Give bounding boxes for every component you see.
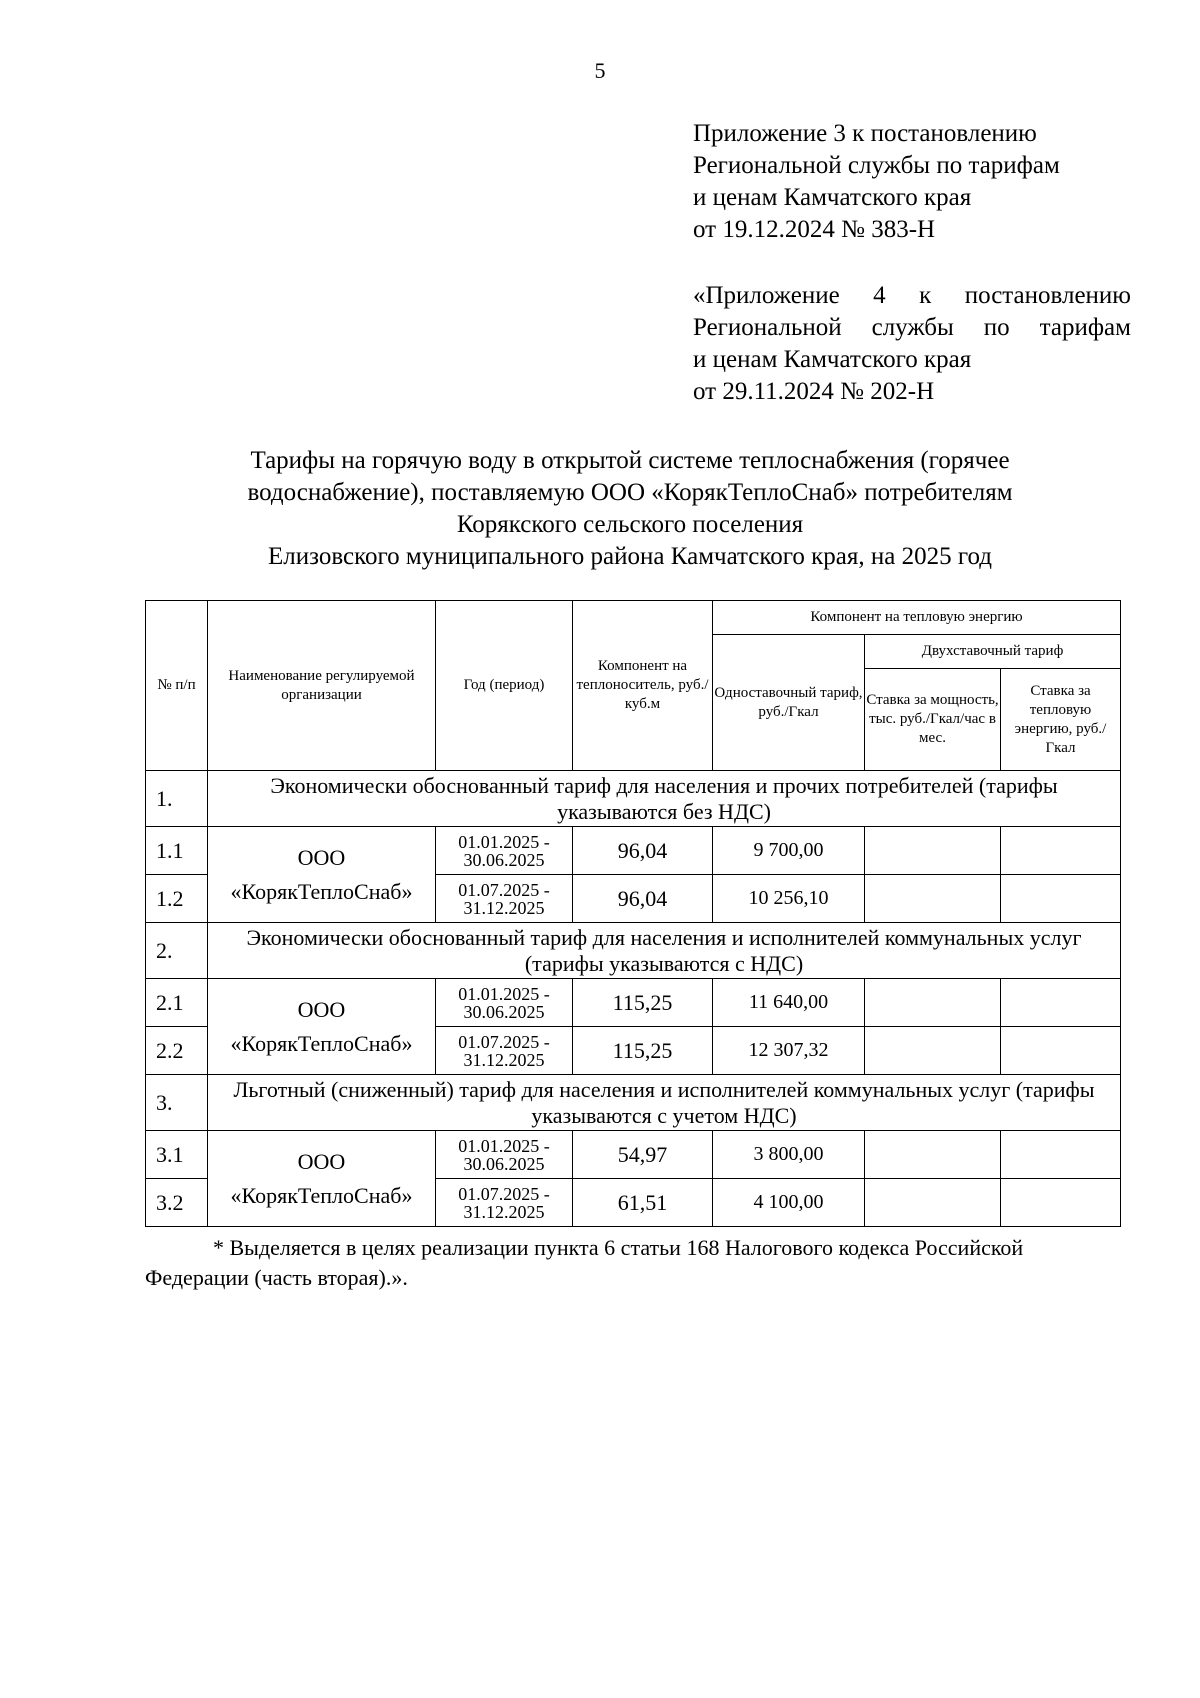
energy-rate-value xyxy=(1001,1179,1121,1227)
organization-name xyxy=(208,979,436,1075)
energy-rate-value xyxy=(1001,875,1121,923)
header-capacity-rate: Ставка за мощность, тыс. руб./Гкал/час в мес. xyxy=(865,669,1001,771)
header-two-rate: Двухставочный тариф xyxy=(865,635,1121,669)
section-num: 2. xyxy=(146,923,208,979)
period-start: 01.01.2025 - xyxy=(458,1135,550,1156)
appendix-line: Приложение 3 к постановлению xyxy=(693,120,1037,147)
period-end: 31.12.2025 xyxy=(463,1201,545,1222)
period-end: 30.06.2025 xyxy=(463,1153,545,1174)
energy-rate-value xyxy=(1001,1131,1121,1179)
period-end: 31.12.2025 xyxy=(463,1049,545,1070)
energy-rate-value xyxy=(1001,979,1121,1027)
title-line: Елизовского муниципального района Камчатского края, на 2025 год xyxy=(268,543,992,570)
carrier-value: 96,04 xyxy=(573,827,713,875)
word: службы xyxy=(871,314,954,341)
appendix-line: от 19.12.2024 № 383-Н xyxy=(693,216,936,243)
footnote-line: * Выделяется в целях реализации пункта 6 статьи 168 Налогового кодекса Российской xyxy=(213,1235,1024,1260)
period-cell xyxy=(436,875,573,923)
row-num: 1.1 xyxy=(146,827,208,875)
appendix-line xyxy=(693,280,1131,312)
org-line: ООО xyxy=(297,1148,346,1174)
document-title xyxy=(130,445,1130,573)
period-end: 30.06.2025 xyxy=(463,1001,545,1022)
amended-appendix-reference xyxy=(693,280,1131,408)
row-num: 2.1 xyxy=(146,979,208,1027)
footnote-line: Федерации (часть вторая).». xyxy=(145,1265,408,1290)
period-cell xyxy=(436,1131,573,1179)
period-cell xyxy=(436,1179,573,1227)
table-row xyxy=(146,1131,1121,1179)
word: тарифам xyxy=(1039,314,1131,341)
title-line: Тарифы на горячую воду в открытой системе теплоснабжения (горячее xyxy=(250,447,1010,474)
carrier-value: 61,51 xyxy=(573,1179,713,1227)
tariff-table xyxy=(145,600,1121,1227)
section-title: Экономически обоснованный тариф для населения и исполнителей коммунальных услуг (тарифы указываются с НДС) xyxy=(208,923,1121,979)
row-num: 3.2 xyxy=(146,1179,208,1227)
section-title: Льготный (сниженный) тариф для населения и исполнителей коммунальных услуг (тарифы указываются с учетом НДС) xyxy=(208,1075,1121,1131)
single-rate-value: 10 256,10 xyxy=(713,875,865,923)
capacity-value xyxy=(865,1131,1001,1179)
section-num: 3. xyxy=(146,1075,208,1131)
period-cell xyxy=(436,1027,573,1075)
energy-rate-value xyxy=(1001,827,1121,875)
word: Региональной xyxy=(693,314,842,341)
header-carrier-component: Компонент на теплоноситель, руб./куб.м xyxy=(573,601,713,771)
section-num: 1. xyxy=(146,771,208,827)
single-rate-value: 11 640,00 xyxy=(713,979,865,1027)
appendix-reference xyxy=(693,118,1131,246)
org-line: «КорякТеплоСнаб» xyxy=(230,1030,413,1056)
section-row xyxy=(146,771,1121,827)
org-line: ООО xyxy=(297,844,346,870)
header-organization: Наименование регулируемой организации xyxy=(208,601,436,771)
table-row xyxy=(146,979,1121,1027)
organization-name xyxy=(208,827,436,923)
org-line: «КорякТеплоСнаб» xyxy=(230,878,413,904)
carrier-value: 54,97 xyxy=(573,1131,713,1179)
table-row xyxy=(146,827,1121,875)
word: по xyxy=(983,314,1010,341)
capacity-value xyxy=(865,827,1001,875)
single-rate-value: 12 307,32 xyxy=(713,1027,865,1075)
title-line: Корякского сельского поселения xyxy=(456,511,804,538)
header-single-rate: Одноставочный тариф, руб./Гкал xyxy=(713,635,865,771)
period-end: 31.12.2025 xyxy=(463,897,545,918)
word: постановлению xyxy=(964,282,1131,309)
appendix-line: Региональной службы по тарифам xyxy=(693,152,1060,179)
organization-name xyxy=(208,1131,436,1227)
period-end: 30.06.2025 xyxy=(463,849,545,870)
appendix-line xyxy=(693,312,1131,344)
row-num: 1.2 xyxy=(146,875,208,923)
word: «Приложение xyxy=(693,282,840,309)
appendix-line: и ценам Камчатского края xyxy=(693,184,972,211)
word: 4 xyxy=(873,282,886,309)
energy-rate-value xyxy=(1001,1027,1121,1075)
header-energy-component: Компонент на тепловую энергию xyxy=(713,601,1121,635)
header-period: Год (период) xyxy=(436,601,573,771)
org-line: ООО xyxy=(297,996,346,1022)
single-rate-value: 4 100,00 xyxy=(713,1179,865,1227)
capacity-value xyxy=(865,979,1001,1027)
period-start: 01.07.2025 - xyxy=(458,1183,550,1204)
page-number: 5 xyxy=(594,58,606,83)
carrier-value: 115,25 xyxy=(573,1027,713,1075)
section-row xyxy=(146,923,1121,979)
header-num: № п/п xyxy=(146,601,208,771)
section-title: Экономически обоснованный тариф для населения и прочих потребителей (тарифы указываются без НДС) xyxy=(208,771,1121,827)
word: к xyxy=(919,282,932,309)
carrier-value: 96,04 xyxy=(573,875,713,923)
period-cell xyxy=(436,827,573,875)
period-start: 01.01.2025 - xyxy=(458,831,550,852)
capacity-value xyxy=(865,1179,1001,1227)
carrier-value: 115,25 xyxy=(573,979,713,1027)
header-energy-rate: Ставка за тепловую энергию, руб./Гкал xyxy=(1001,669,1121,771)
single-rate-value: 3 800,00 xyxy=(713,1131,865,1179)
row-num: 3.1 xyxy=(146,1131,208,1179)
period-start: 01.07.2025 - xyxy=(458,879,550,900)
capacity-value xyxy=(865,875,1001,923)
appendix-line: и ценам Камчатского края xyxy=(693,346,972,373)
period-cell xyxy=(436,979,573,1027)
footnote xyxy=(145,1233,1120,1293)
period-start: 01.07.2025 - xyxy=(458,1031,550,1052)
org-line: «КорякТеплоСнаб» xyxy=(230,1182,413,1208)
title-line: водоснабжение), поставляемую ООО «КорякТеплоСнаб» потребителям xyxy=(247,479,1013,506)
section-row xyxy=(146,1075,1121,1131)
single-rate-value: 9 700,00 xyxy=(713,827,865,875)
period-start: 01.01.2025 - xyxy=(458,983,550,1004)
appendix-line: от 29.11.2024 № 202-Н xyxy=(693,378,935,405)
capacity-value xyxy=(865,1027,1001,1075)
row-num: 2.2 xyxy=(146,1027,208,1075)
